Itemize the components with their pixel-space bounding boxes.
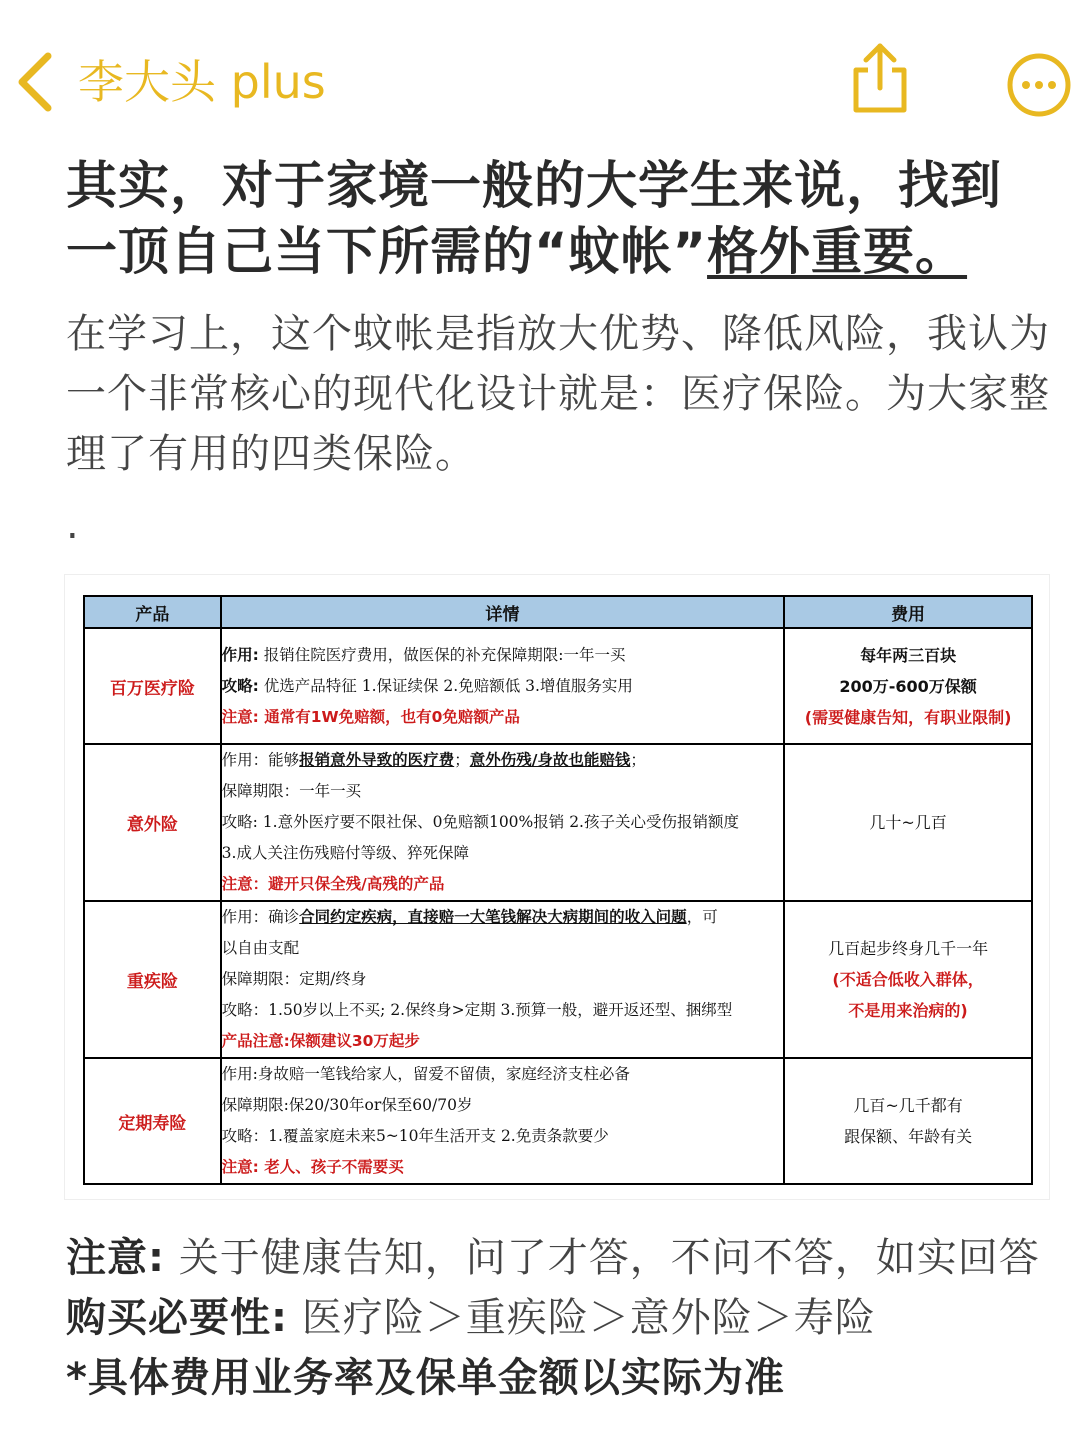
product-detail (221, 628, 784, 744)
detail-line: 保障期限：一年一买 (221, 782, 362, 800)
product-detail (221, 1058, 784, 1184)
insurance-table-image[interactable] (64, 574, 1050, 1200)
detail-note: 注意：避开只保全残/高残的产品 (221, 875, 445, 893)
note-disclaimer: *具体费用业务率及保单金额以实际为准 (66, 1355, 785, 1401)
note-priority: 购买必要性: 医疗险＞重疾险＞意外险＞寿险 (66, 1295, 876, 1341)
detail-line: 攻略: 优选产品特征 1.保证续保 2.免赔额低 3.增值服务实用 (221, 676, 633, 695)
product-fee (784, 744, 1032, 901)
note-health-disclosure: 注意: 关于健康告知，问了才答，不问不答，如实回答 (66, 1235, 1040, 1281)
header-detail: 详情 (221, 596, 784, 628)
fee-note: (需要健康告知，有职业限制) (804, 707, 1012, 727)
detail-note: 产品注意:保额建议30万起步 (221, 1032, 420, 1050)
detail-line: 攻略：1.50岁以上不买; 2.保终身>定期 3.预算一般，避开返还型、捆绑型 (221, 1001, 733, 1019)
table-header-row (84, 596, 1032, 628)
more-button[interactable] (1006, 52, 1072, 118)
article-headline (66, 154, 1046, 286)
product-fee (784, 901, 1032, 1058)
detail-line: 以自由支配 (221, 939, 300, 957)
detail-line: 作用：能够报销意外导致的医疗费；意外伤残/身故也能赔钱； (221, 751, 646, 769)
share-icon (848, 40, 912, 116)
detail-line: 作用：确诊合同约定疾病，直接赔一大笔钱解决大病期间的收入问题，可 (221, 908, 718, 926)
share-button[interactable] (848, 40, 912, 116)
fee-note: (不适合低收入群体， (832, 970, 984, 989)
header-product: 产品 (84, 596, 221, 628)
author-name[interactable]: 李大头 plus (78, 55, 326, 109)
headline-emphasis: 格外重要。 (707, 223, 968, 282)
detail-note: 注意: 老人、孩子不需要买 (221, 1158, 404, 1176)
back-button[interactable] (14, 50, 58, 114)
table-row (84, 1058, 1032, 1184)
insurance-table (83, 595, 1033, 1185)
table-row (84, 628, 1032, 744)
detail-line: 作用: 报销住院医疗费用，做医保的补充保障期限:一年一买 (221, 645, 626, 664)
product-detail (221, 901, 784, 1058)
detail-line: 3.成人关注伤残赔付等级、猝死保障 (221, 844, 469, 862)
headline-text: 其实，对于家境一般的大学生来说，找到一顶自己当下所需的“蚊帐” (66, 157, 1003, 282)
detail-line: 攻略: 1.意外医疗要不限社保、0免赔额100%报销 2.孩子关心受伤报销额度 (221, 813, 739, 831)
fee-note: 不是用来治病的) (848, 1001, 968, 1020)
article-intro: 在学习上，这个蚊帐是指放大优势、降低风险，我认为一个非常核心的现代化设计就是：医疗保险。为大家整理了有用的四类保险。 (66, 311, 1050, 477)
fee-line: 几百起步终身几千一年 (828, 939, 989, 958)
header-fee: 费用 (784, 596, 1032, 628)
product-name: 意外险 (84, 744, 221, 901)
product-fee (784, 1058, 1032, 1184)
detail-line: 作用:身故赔一笔钱给家人，留爱不留债，家庭经济支柱必备 (221, 1065, 630, 1083)
dot-separator: . (66, 502, 79, 548)
fee-line: 跟保额、年龄有关 (844, 1127, 973, 1146)
table-row (84, 901, 1032, 1058)
product-name: 百万医疗险 (84, 628, 221, 744)
table-row (84, 744, 1032, 901)
nav-bar (0, 0, 1080, 150)
product-name: 重疾险 (84, 901, 221, 1058)
product-detail (221, 744, 784, 901)
detail-note: 注意: 通常有1W免赔额，也有0免赔额产品 (221, 707, 520, 726)
article-notes (66, 1228, 1056, 1408)
fee-line: 几十~几百 (869, 813, 947, 832)
product-fee (784, 628, 1032, 744)
detail-line: 攻略：1.覆盖家庭未来5~10年生活开支 2.免责条款要少 (221, 1127, 609, 1145)
detail-line: 保障期限：定期/终身 (221, 970, 367, 988)
more-icon (1006, 52, 1072, 118)
fee-line: 每年两三百块 (860, 645, 957, 665)
fee-line: 几百~几千都有 (853, 1096, 963, 1115)
product-name: 定期寿险 (84, 1058, 221, 1184)
fee-line: 200万-600万保额 (839, 676, 977, 696)
detail-line: 保障期限:保20/30年or保至60/70岁 (221, 1096, 473, 1114)
chevron-left-icon (14, 50, 58, 114)
